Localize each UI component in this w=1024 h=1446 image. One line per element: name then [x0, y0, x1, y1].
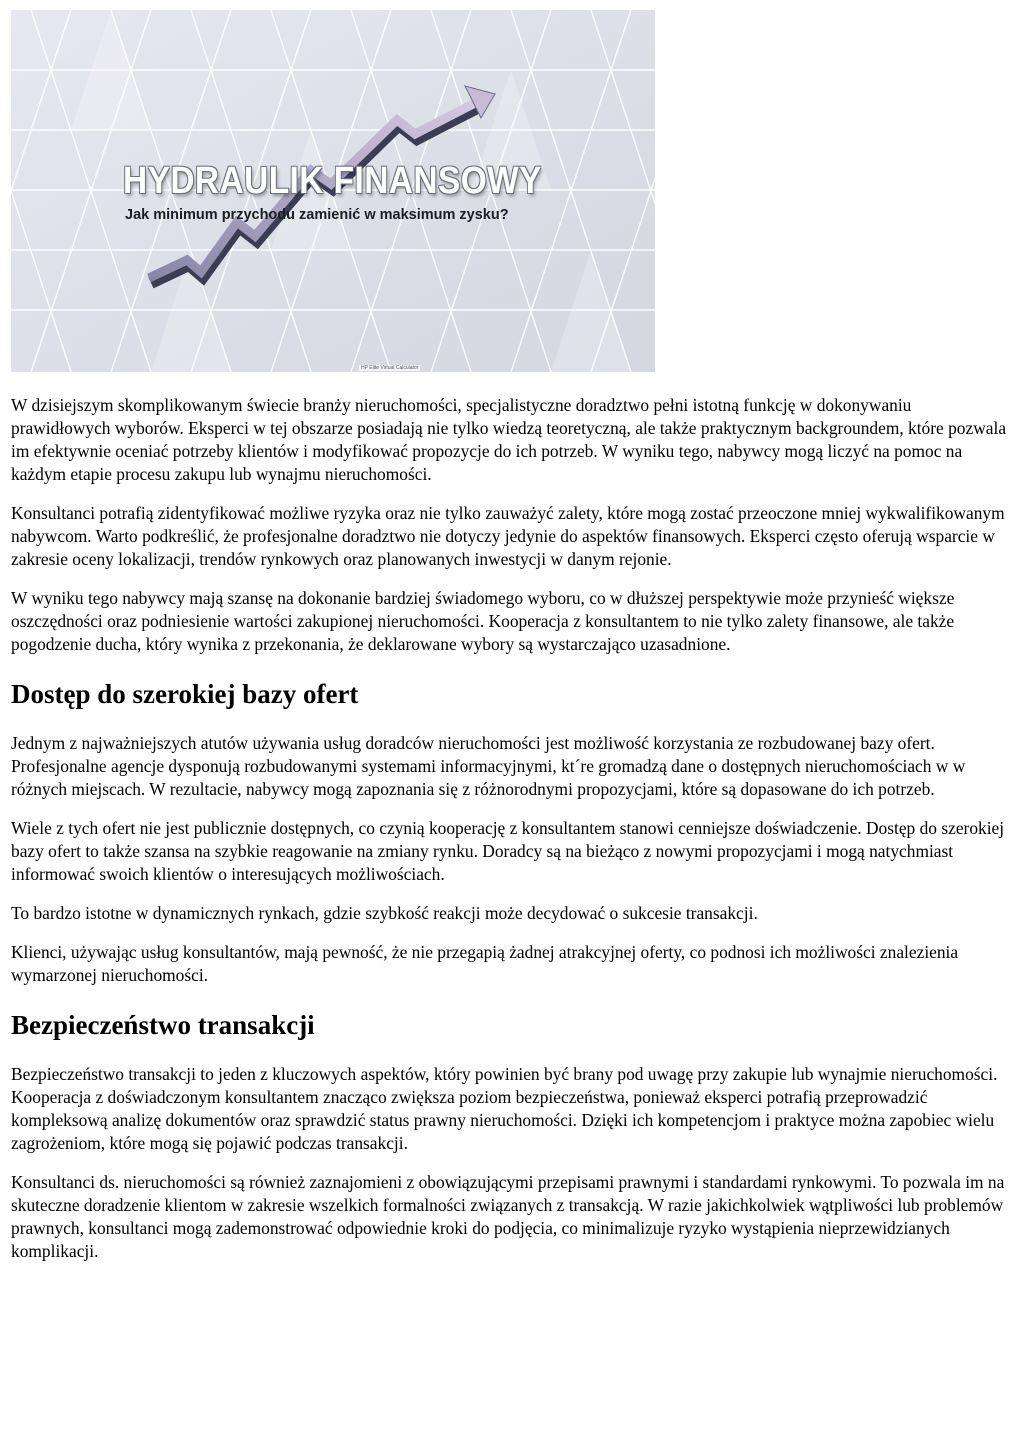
hero-subtitle: Jak minimum przychodu zamienić w maksimum zysku?	[125, 207, 509, 223]
section-heading-security: Bezpieczeństwo transakcji	[11, 1010, 315, 1040]
intro-paragraph-2: Konsultanci potrafią zidentyfikować możliwe ryzyka oraz nie tylko zauważyć zalety, które mogą zostać przeoczone mniej wykwalifikowanym nabywcom. Warto podkreślić, że profesjonalne doradztwo nie dotyczy jedynie do aspektów finansowych. Eksperci często oferują wsparcie w zakresie oceny lokalizacji, trendów rynkowych oraz planowanych inwestycji w danym rejonie.	[11, 503, 1005, 569]
hero-image	[11, 10, 655, 372]
offers-paragraph-2: Wiele z tych ofert nie jest publicznie dostępnych, co czynią kooperację z konsultantem stanowi cenniejsze doświadczenie. Dostęp do szerokiej bazy ofert to także szansa na szybkie reagowanie na zmiany rynku. Doradcy są na bieżąco z nowymi propozycjami i mogą natychmiast informować swoich klientów o interesujących możliwościach.	[11, 818, 1005, 884]
section-heading-offers: Dostęp do szerokiej bazy ofert	[11, 679, 359, 709]
intro-paragraph-1: W dzisiejszym skomplikowanym świecie branży nieruchomości, specjalistyczne doradztwo pełni istotną funkcję w dokonywaniu prawidłowych wyborów. Eksperci w tej obszarze posiadają nie tylko wiedzą teoretyczną, ale także praktycznym backgroundem, które pozwala im efektywnie oceniać potrzeby klientów i modyfikować propozycje do ich potrzeb. W wyniku tego, nabywcy mogą liczyć na pomoc na każdym etapie procesu zakupu lub wynajmu nieruchomości.	[11, 395, 1007, 484]
security-paragraph-1: Bezpieczeństwo transakcji to jeden z kluczowych aspektów, który powinien być brany pod uwagę przy zakupie lub wynajmie nieruchomości. Kooperacja z doświadczonym konsultantem znacząco zwiększa poziom bezpieczeństwa, ponieważ eksperci potrafią przeprowadzić kompleksową analizę dokumentów oraz sprawdzić status prawny nieruchomości. Dzięki ich kompetencjom i praktyce można zapobiec wielu zagrożeniom, które mogą się pojawić podczas transakcji.	[11, 1064, 998, 1153]
security-paragraph-2: Konsultanci ds. nieruchomości są również zaznajomieni z obowiązującymi przepisami prawnymi i standardami rynkowymi. To pozwala im na skuteczne doradzenie klientom w zakresie wszelkich formalności związanych z transakcją. W razie jakichkolwiek wątpliwości lub problemów prawnych, konsultanci mogą zademonstrować odpowiednie kroki do podjęcia, co minimalizuje ryzyko wystąpienia nieprzewidzianych komplikacji.	[11, 1172, 1005, 1261]
hero-caption: HP Elite Virtual Calculator	[361, 365, 419, 371]
article-body	[11, 394, 1015, 1263]
hero-title: HYDRAULIK FINANSOWY	[123, 160, 542, 202]
offers-paragraph-3: To bardzo istotne w dynamicznych rynkach, gdzie szybkość reakcji może decydować o sukcesie transakcji.	[11, 903, 758, 923]
offers-paragraph-4: Klienci, używając usług konsultantów, mają pewność, że nie przegapią żadnej atrakcyjnej oferty, co podnosi ich możliwości znalezienia wymarzonej nieruchomości.	[11, 942, 959, 985]
offers-paragraph-1: Jednym z najważniejszych atutów używania usług doradców nieruchomości jest możliwość korzystania ze rozbudowanej bazy ofert. Profesjonalne agencje dysponują rozbudowanymi systemami informacyjnymi, kt´re gromadzą dane o dostępnych nieruchomościach w w różnych miejscach. W rezultacie, nabywcy mogą zapoznania się z różnorodnymi propozycjami, które są dopasowane do ich potrzeb.	[11, 733, 966, 799]
intro-paragraph-3: W wyniku tego nabywcy mają szansę na dokonanie bardziej świadomego wyboru, co w dłuższej perspektywie może przynieść większe oszczędności oraz podniesienie wartości zakupionej nieruchomości. Kooperacja z konsultantem to nie tylko zalety finansowe, ale także pogodzenie ducha, który wynika z przekonania, że deklarowane wybory są wystarczająco uzasadnione.	[11, 588, 955, 654]
